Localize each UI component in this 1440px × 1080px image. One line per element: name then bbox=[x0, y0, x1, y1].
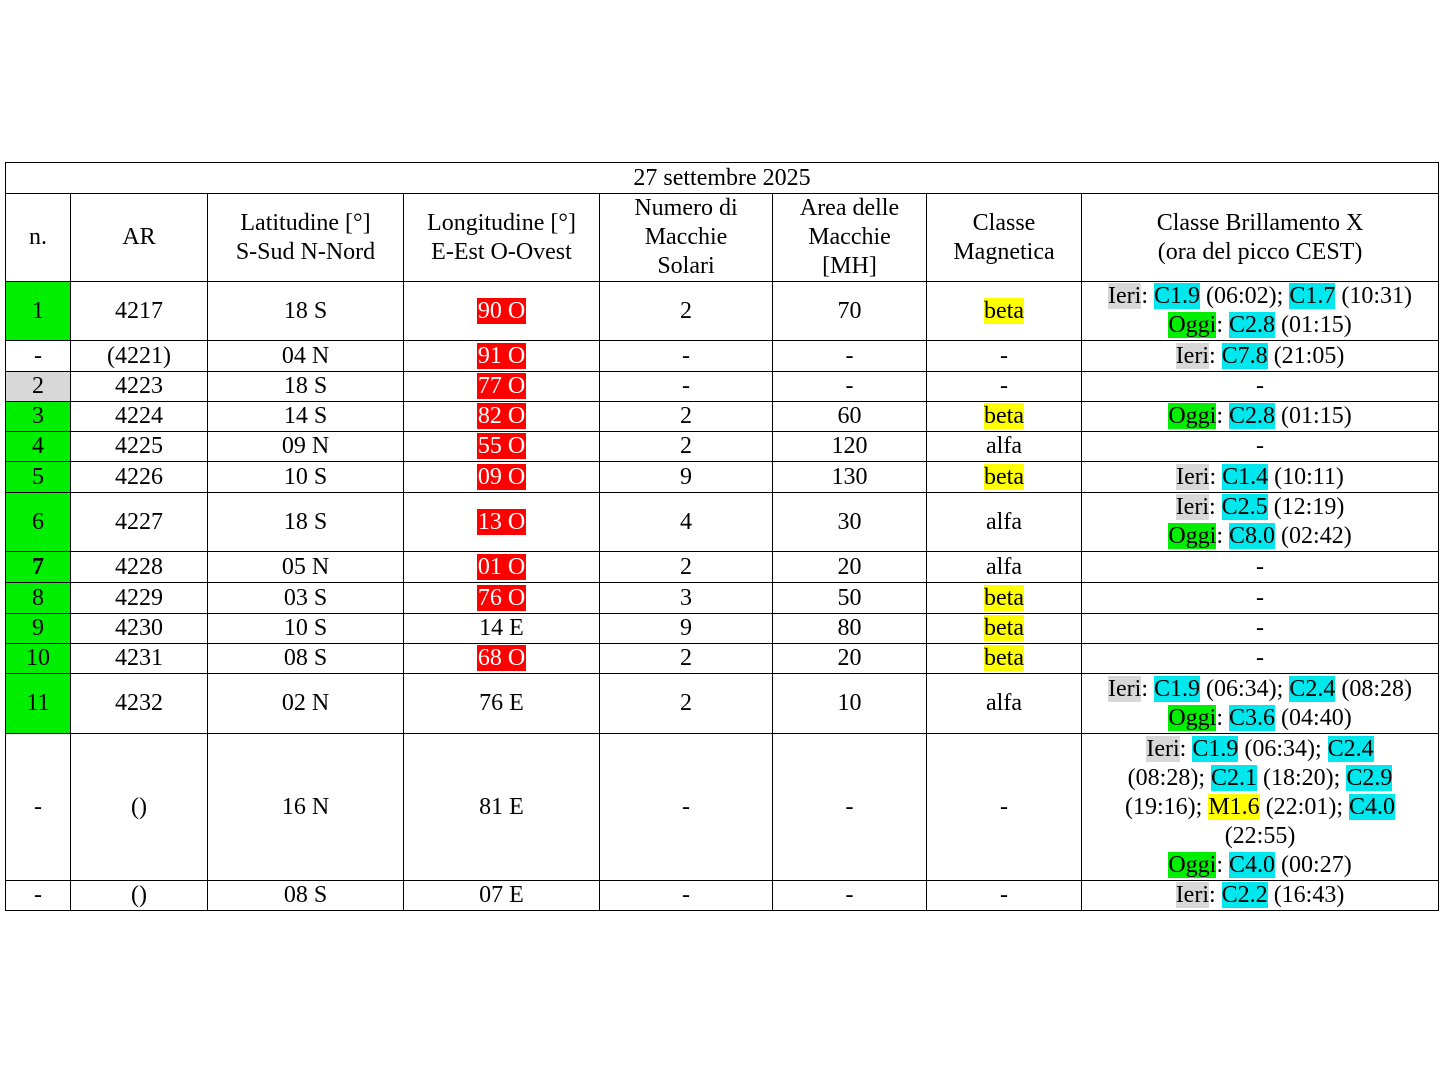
flare-line bbox=[1082, 822, 1438, 851]
active-region: 4227 bbox=[71, 493, 208, 552]
flare-tag: Ieri bbox=[1108, 283, 1142, 309]
region-number: 5 bbox=[6, 462, 71, 493]
flare-list bbox=[1082, 493, 1439, 552]
magnetic-class-value: - bbox=[1000, 793, 1008, 820]
table-row bbox=[6, 341, 1439, 372]
sunspot-count: 2 bbox=[600, 402, 773, 432]
longitude-value: 82 O bbox=[477, 403, 526, 429]
header-line: Classe bbox=[972, 209, 1036, 236]
sunspot-table bbox=[5, 162, 1439, 911]
magnetic-class-value: beta bbox=[984, 403, 1024, 429]
flare-text: (19:16); bbox=[1125, 793, 1209, 820]
flare-tag: C2.8 bbox=[1229, 403, 1276, 429]
flare-tag: Ieri bbox=[1175, 342, 1209, 369]
sunspot-area: - bbox=[773, 372, 927, 402]
table-row bbox=[6, 282, 1439, 341]
flare-line bbox=[1082, 553, 1438, 582]
flare-tag: C4.0 bbox=[1349, 793, 1396, 820]
flare-list bbox=[1082, 432, 1439, 462]
table-row bbox=[6, 462, 1439, 493]
longitude bbox=[404, 493, 600, 552]
flare-tag: C2.2 bbox=[1221, 882, 1268, 908]
header-line: [MH] bbox=[822, 253, 877, 279]
flare-line bbox=[1082, 282, 1438, 311]
header-line: Macchie bbox=[644, 224, 728, 250]
longitude bbox=[404, 282, 600, 341]
flare-line bbox=[1082, 704, 1438, 733]
sunspot-area: 130 bbox=[773, 462, 927, 493]
table-row bbox=[6, 614, 1439, 644]
flare-line bbox=[1082, 493, 1438, 522]
region-number: 1 bbox=[6, 282, 71, 341]
flare-text: - bbox=[1256, 615, 1265, 641]
sunspot-area: 30 bbox=[773, 493, 927, 552]
flare-text: : bbox=[1216, 704, 1230, 731]
active-region: (4221) bbox=[71, 341, 208, 372]
flare-text: (02:42) bbox=[1275, 523, 1352, 549]
flare-text: (22:55) bbox=[1224, 822, 1296, 849]
flare-line bbox=[1082, 311, 1438, 340]
magnetic-class bbox=[927, 462, 1082, 493]
header-line: Latitudine [°] bbox=[240, 209, 371, 236]
sunspot-count: - bbox=[600, 341, 773, 372]
flare-line bbox=[1082, 584, 1438, 613]
flare-line bbox=[1082, 764, 1438, 793]
sunspot-count: 2 bbox=[600, 552, 773, 583]
magnetic-class-value: beta bbox=[984, 297, 1024, 324]
magnetic-class-value: beta bbox=[984, 645, 1024, 671]
flare-text: - bbox=[1256, 645, 1265, 671]
region-number: 8 bbox=[6, 583, 71, 614]
header-line: AR bbox=[122, 224, 156, 250]
region-number: 9 bbox=[6, 614, 71, 644]
header-line: (ora del picco CEST) bbox=[1157, 238, 1363, 265]
flare-list bbox=[1082, 674, 1439, 734]
active-region: 4230 bbox=[71, 614, 208, 644]
longitude-value: 09 O bbox=[477, 463, 526, 490]
flare-tag: C3.6 bbox=[1229, 704, 1276, 731]
flare-line bbox=[1082, 881, 1438, 910]
header-line: Numero di bbox=[634, 195, 738, 221]
flare-text: : bbox=[1209, 342, 1222, 369]
table-row bbox=[6, 674, 1439, 734]
flare-line bbox=[1082, 402, 1438, 431]
flare-text: (08:28) bbox=[1335, 675, 1413, 702]
header-latitude bbox=[208, 194, 404, 282]
flare-text: : bbox=[1216, 523, 1230, 549]
longitude bbox=[404, 614, 600, 644]
flare-line bbox=[1082, 644, 1438, 673]
magnetic-class-value: - bbox=[1000, 342, 1008, 369]
flare-text: - bbox=[1256, 433, 1265, 459]
magnetic-class-value: alfa bbox=[986, 508, 1022, 535]
flare-line bbox=[1082, 614, 1438, 643]
sunspot-count: - bbox=[600, 734, 773, 881]
longitude-value: 81 E bbox=[479, 793, 524, 820]
longitude-value: 76 O bbox=[477, 584, 526, 611]
flare-text: : bbox=[1216, 851, 1230, 878]
magnetic-class bbox=[927, 674, 1082, 734]
flare-text: (04:40) bbox=[1275, 704, 1352, 731]
flare-line bbox=[1082, 793, 1438, 822]
flare-tag: C1.7 bbox=[1289, 283, 1336, 309]
longitude-value: 90 O bbox=[477, 297, 526, 324]
longitude bbox=[404, 734, 600, 881]
sunspot-area: 120 bbox=[773, 432, 927, 462]
header-line: Longitudine [°] bbox=[427, 209, 576, 236]
flare-tag: C1.9 bbox=[1154, 283, 1201, 309]
longitude bbox=[404, 341, 600, 372]
latitude: 14 S bbox=[208, 402, 404, 432]
flare-tag: C2.8 bbox=[1229, 312, 1276, 338]
region-number: - bbox=[6, 341, 71, 372]
latitude: 09 N bbox=[208, 432, 404, 462]
flare-text: (10:11) bbox=[1268, 463, 1344, 490]
latitude: 02 N bbox=[208, 674, 404, 734]
flare-tag: C1.9 bbox=[1154, 675, 1201, 702]
longitude bbox=[404, 583, 600, 614]
region-number: 3 bbox=[6, 402, 71, 432]
flare-line bbox=[1082, 432, 1438, 461]
longitude bbox=[404, 462, 600, 493]
sunspot-area: 20 bbox=[773, 552, 927, 583]
flare-text: - bbox=[1256, 553, 1265, 580]
table-title: 27 settembre 2025 bbox=[6, 163, 1439, 194]
active-region: 4223 bbox=[71, 372, 208, 402]
flare-list bbox=[1082, 734, 1439, 881]
flare-line bbox=[1082, 522, 1438, 551]
active-region: 4224 bbox=[71, 402, 208, 432]
magnetic-class bbox=[927, 614, 1082, 644]
flare-text: : bbox=[1141, 283, 1154, 309]
sunspot-area: - bbox=[773, 341, 927, 372]
flare-list bbox=[1082, 372, 1439, 402]
flare-text: (22:01); bbox=[1259, 793, 1350, 820]
magnetic-class-value: alfa bbox=[986, 433, 1022, 459]
flare-text: : bbox=[1209, 882, 1222, 908]
flare-tag: C2.4 bbox=[1289, 675, 1336, 702]
flare-tag: Ieri bbox=[1146, 735, 1180, 762]
active-region: 4228 bbox=[71, 552, 208, 583]
sunspot-area: 50 bbox=[773, 583, 927, 614]
longitude-value: 14 E bbox=[479, 615, 524, 641]
flare-tag: M1.6 bbox=[1208, 793, 1260, 820]
region-number: 7 bbox=[6, 552, 71, 583]
magnetic-class bbox=[927, 644, 1082, 674]
magnetic-class bbox=[927, 341, 1082, 372]
header-area bbox=[773, 194, 927, 282]
flare-text: : bbox=[1179, 735, 1193, 762]
sunspot-area: 20 bbox=[773, 644, 927, 674]
active-region: () bbox=[71, 734, 208, 881]
magnetic-class bbox=[927, 881, 1082, 911]
active-region: 4226 bbox=[71, 462, 208, 493]
magnetic-class-value: alfa bbox=[986, 690, 1022, 716]
magnetic-class-value: beta bbox=[984, 463, 1024, 490]
longitude bbox=[404, 552, 600, 583]
longitude-value: 91 O bbox=[477, 342, 526, 369]
table-row bbox=[6, 583, 1439, 614]
latitude: 18 S bbox=[208, 282, 404, 341]
flare-text: : bbox=[1209, 494, 1222, 520]
longitude bbox=[404, 432, 600, 462]
header-row bbox=[6, 194, 1439, 282]
flare-text: (01:15) bbox=[1275, 403, 1352, 429]
sunspot-count: - bbox=[600, 881, 773, 911]
sunspot-count: 2 bbox=[600, 432, 773, 462]
magnetic-class bbox=[927, 282, 1082, 341]
magnetic-class bbox=[927, 583, 1082, 614]
latitude: 05 N bbox=[208, 552, 404, 583]
flare-list bbox=[1082, 462, 1439, 493]
flare-tag: C8.0 bbox=[1229, 523, 1276, 549]
header-line: E-Est O-Ovest bbox=[431, 238, 572, 265]
flare-text: (06:34); bbox=[1238, 735, 1328, 762]
flare-text: (00:27) bbox=[1275, 851, 1352, 878]
flare-list bbox=[1082, 341, 1439, 372]
flare-tag: Ieri bbox=[1176, 463, 1210, 490]
longitude-value: 76 E bbox=[479, 690, 524, 716]
magnetic-class-value: beta bbox=[984, 615, 1024, 641]
longitude bbox=[404, 674, 600, 734]
latitude: 08 S bbox=[208, 881, 404, 911]
flare-line bbox=[1082, 675, 1438, 704]
sunspot-count: - bbox=[600, 372, 773, 402]
active-region: 4229 bbox=[71, 583, 208, 614]
flare-text: (12:19) bbox=[1267, 494, 1345, 520]
latitude: 18 S bbox=[208, 493, 404, 552]
flare-list bbox=[1082, 402, 1439, 432]
flare-tag: C2.5 bbox=[1221, 494, 1268, 520]
flare-text: - bbox=[1256, 373, 1265, 399]
latitude: 10 S bbox=[208, 462, 404, 493]
flare-tag: C7.8 bbox=[1221, 342, 1268, 369]
magnetic-class-value: beta bbox=[984, 584, 1024, 611]
header-ar bbox=[71, 194, 208, 282]
header-line: S-Sud N-Nord bbox=[235, 238, 376, 265]
header-line: Classe Brillamento X bbox=[1156, 209, 1364, 236]
active-region: () bbox=[71, 881, 208, 911]
region-number: - bbox=[6, 881, 71, 911]
longitude-value: 55 O bbox=[477, 433, 526, 459]
active-region: 4225 bbox=[71, 432, 208, 462]
flare-tag: Ieri bbox=[1175, 494, 1209, 520]
flare-tag: C4.0 bbox=[1229, 851, 1276, 878]
header-line: Macchie bbox=[808, 224, 891, 250]
longitude-value: 07 E bbox=[479, 882, 524, 908]
sunspot-area: - bbox=[773, 881, 927, 911]
flare-tag: Ieri bbox=[1175, 882, 1209, 908]
sunspot-count: 3 bbox=[600, 583, 773, 614]
longitude bbox=[404, 881, 600, 911]
sunspot-count: 2 bbox=[600, 644, 773, 674]
region-number: - bbox=[6, 734, 71, 881]
flare-tag: C1.9 bbox=[1192, 735, 1239, 762]
magnetic-class bbox=[927, 372, 1082, 402]
region-number: 2 bbox=[6, 372, 71, 402]
longitude bbox=[404, 372, 600, 402]
magnetic-class-value: alfa bbox=[986, 553, 1022, 580]
flare-text: (01:15) bbox=[1275, 312, 1352, 338]
latitude: 08 S bbox=[208, 644, 404, 674]
sunspot-area: 70 bbox=[773, 282, 927, 341]
flare-text: (08:28); bbox=[1127, 764, 1211, 791]
header-line: Solari bbox=[657, 253, 715, 279]
longitude-value: 77 O bbox=[477, 373, 526, 399]
flare-tag: Oggi bbox=[1168, 704, 1217, 731]
active-region: 4231 bbox=[71, 644, 208, 674]
magnetic-class bbox=[927, 402, 1082, 432]
flare-tag: C1.4 bbox=[1222, 463, 1269, 490]
flare-text: : bbox=[1216, 312, 1230, 338]
flare-list bbox=[1082, 552, 1439, 583]
flare-list bbox=[1082, 282, 1439, 341]
flare-text: : bbox=[1216, 403, 1230, 429]
flare-list bbox=[1082, 614, 1439, 644]
active-region: 4232 bbox=[71, 674, 208, 734]
flare-text: : bbox=[1209, 463, 1223, 490]
longitude bbox=[404, 402, 600, 432]
longitude bbox=[404, 644, 600, 674]
flare-tag: Oggi bbox=[1168, 403, 1217, 429]
flare-text: (06:02); bbox=[1200, 283, 1290, 309]
flare-line bbox=[1082, 372, 1438, 401]
flare-text: : bbox=[1141, 675, 1154, 702]
longitude-value: 13 O bbox=[477, 508, 526, 535]
magnetic-class-value: - bbox=[1000, 373, 1008, 399]
header-magnetic-class bbox=[927, 194, 1082, 282]
sunspot-count: 2 bbox=[600, 282, 773, 341]
magnetic-class bbox=[927, 734, 1082, 881]
sunspot-area: - bbox=[773, 734, 927, 881]
flare-list bbox=[1082, 881, 1439, 911]
flare-list bbox=[1082, 583, 1439, 614]
region-number: 6 bbox=[6, 493, 71, 552]
flare-tag: Oggi bbox=[1168, 523, 1217, 549]
header-n bbox=[6, 194, 71, 282]
flare-tag: C2.9 bbox=[1346, 764, 1393, 791]
table-row bbox=[6, 402, 1439, 432]
flare-text: (06:34); bbox=[1200, 675, 1290, 702]
table-row bbox=[6, 372, 1439, 402]
latitude: 16 N bbox=[208, 734, 404, 881]
latitude: 18 S bbox=[208, 372, 404, 402]
magnetic-class-value: - bbox=[1000, 882, 1008, 908]
flare-tag: Oggi bbox=[1168, 851, 1217, 878]
sunspot-count: 9 bbox=[600, 614, 773, 644]
flare-text: (16:43) bbox=[1267, 882, 1345, 908]
region-number: 4 bbox=[6, 432, 71, 462]
flare-line bbox=[1082, 463, 1438, 492]
flare-text: (10:31) bbox=[1335, 283, 1413, 309]
flare-text: (18:20); bbox=[1257, 764, 1347, 791]
header-longitude bbox=[404, 194, 600, 282]
table-body bbox=[6, 282, 1439, 911]
flare-tag: Ieri bbox=[1108, 675, 1142, 702]
latitude: 04 N bbox=[208, 341, 404, 372]
flare-text: - bbox=[1256, 584, 1265, 611]
header-line: Magnetica bbox=[953, 238, 1055, 265]
table-row bbox=[6, 432, 1439, 462]
sunspot-count: 2 bbox=[600, 674, 773, 734]
magnetic-class bbox=[927, 493, 1082, 552]
table-row bbox=[6, 493, 1439, 552]
flare-list bbox=[1082, 644, 1439, 674]
table-row bbox=[6, 734, 1439, 881]
latitude: 10 S bbox=[208, 614, 404, 644]
header-line: Area delle bbox=[799, 195, 900, 221]
table-row bbox=[6, 552, 1439, 583]
sunspot-count: 4 bbox=[600, 493, 773, 552]
sunspot-area: 10 bbox=[773, 674, 927, 734]
magnetic-class bbox=[927, 552, 1082, 583]
flare-line bbox=[1082, 342, 1438, 371]
flare-tag: C2.1 bbox=[1211, 764, 1258, 791]
region-number: 11 bbox=[6, 674, 71, 734]
flare-tag: Oggi bbox=[1168, 312, 1217, 338]
longitude-value: 01 O bbox=[477, 553, 526, 580]
header-line: n. bbox=[29, 224, 47, 250]
magnetic-class bbox=[927, 432, 1082, 462]
table-row bbox=[6, 881, 1439, 911]
header-flare-class bbox=[1082, 194, 1439, 282]
table-row bbox=[6, 644, 1439, 674]
flare-line bbox=[1082, 735, 1438, 764]
flare-text: (21:05) bbox=[1267, 342, 1345, 369]
flare-line bbox=[1082, 851, 1438, 880]
sunspot-area: 80 bbox=[773, 614, 927, 644]
active-region: 4217 bbox=[71, 282, 208, 341]
header-spots bbox=[600, 194, 773, 282]
sunspot-area: 60 bbox=[773, 402, 927, 432]
longitude-value: 68 O bbox=[477, 645, 526, 671]
region-number: 10 bbox=[6, 644, 71, 674]
latitude: 03 S bbox=[208, 583, 404, 614]
flare-tag: C2.4 bbox=[1327, 735, 1374, 762]
sunspot-count: 9 bbox=[600, 462, 773, 493]
